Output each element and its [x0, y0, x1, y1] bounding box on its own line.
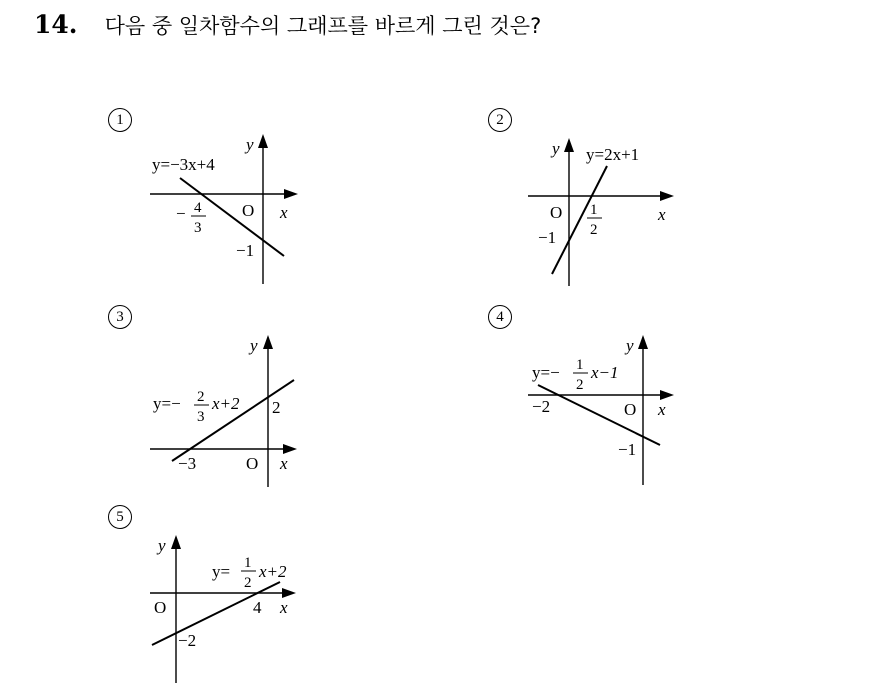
equation-label: y=: [212, 562, 231, 581]
equation-denominator: 3: [197, 409, 205, 425]
choice-3[interactable]: [108, 305, 308, 490]
choice-2-label: 2: [488, 108, 512, 132]
origin-label: O: [624, 400, 637, 419]
y-intercept-label: −1: [538, 228, 557, 247]
y-intercept-label: −1: [236, 241, 255, 260]
question-number: 14.: [34, 10, 78, 39]
equation-rest: x−1: [591, 363, 619, 382]
equation-numerator: 2: [197, 389, 205, 405]
y-intercept-label: 2: [272, 398, 281, 417]
choice-4-graph: [488, 305, 688, 490]
equation-numerator: 1: [576, 357, 584, 373]
x-axis-label: x: [280, 203, 288, 222]
equation-rest: x+2: [259, 562, 287, 581]
x-axis-arrow: [282, 588, 296, 598]
x-axis-arrow: [283, 444, 297, 454]
x-axis-arrow: [660, 390, 674, 400]
choice-5[interactable]: [108, 505, 308, 683]
y-axis-label: y: [158, 536, 166, 555]
question-text: 다음 중 일차함수의 그래프를 바르게 그린 것은?: [104, 14, 542, 38]
x-axis-label: x: [280, 598, 288, 617]
y-axis-label: y: [250, 336, 258, 355]
y-axis-arrow: [258, 134, 268, 148]
y-axis-arrow: [171, 535, 181, 549]
choice-2-graph: [488, 108, 688, 288]
choice-1-graph: [108, 108, 308, 288]
equation-label: y=−: [532, 363, 560, 382]
origin-label: O: [550, 203, 563, 222]
choice-1[interactable]: [108, 108, 308, 288]
graph-line: [538, 385, 660, 445]
y-axis-label: y: [626, 336, 634, 355]
x-intercept-numerator: 4: [194, 200, 202, 216]
equation-denominator: 2: [244, 575, 252, 591]
x-intercept-label: −2: [532, 397, 551, 416]
x-intercept-label: −3: [178, 454, 197, 473]
y-axis-arrow: [638, 335, 648, 349]
x-intercept-sign: −: [176, 204, 186, 223]
question: [34, 10, 541, 40]
graph-line: [180, 178, 284, 256]
choice-4[interactable]: [488, 305, 688, 490]
x-intercept-numerator: 1: [590, 202, 598, 218]
x-axis-label: x: [280, 454, 288, 473]
choice-5-graph: [108, 505, 308, 683]
x-intercept-label: 4: [253, 598, 262, 617]
equation-label: y=−3x+4: [152, 155, 215, 174]
equation-numerator: 1: [244, 555, 252, 571]
x-intercept-denominator: 3: [194, 220, 202, 236]
choice-5-label: 5: [108, 505, 132, 529]
x-axis-label: x: [658, 205, 666, 224]
choice-1-label: 1: [108, 108, 132, 132]
choice-3-graph: [108, 305, 308, 490]
x-intercept-denominator: 2: [590, 222, 598, 238]
choice-4-label: 4: [488, 305, 512, 329]
equation-label: y=2x+1: [586, 145, 640, 164]
y-axis-label: y: [552, 139, 560, 158]
equation-rest: x+2: [212, 394, 240, 413]
y-intercept-label: −2: [178, 631, 197, 650]
choice-3-label: 3: [108, 305, 132, 329]
y-axis-arrow: [263, 335, 273, 349]
y-axis-arrow: [564, 138, 574, 152]
y-axis-label: y: [246, 135, 254, 154]
equation-label: y=−: [153, 394, 181, 413]
origin-label: O: [242, 201, 255, 220]
origin-label: O: [246, 454, 259, 473]
choice-2[interactable]: [488, 108, 688, 288]
x-axis-arrow: [284, 189, 298, 199]
y-intercept-label: −1: [618, 440, 637, 459]
equation-denominator: 2: [576, 377, 584, 393]
x-axis-arrow: [660, 191, 674, 201]
x-axis-label: x: [658, 400, 666, 419]
origin-label: O: [154, 598, 167, 617]
